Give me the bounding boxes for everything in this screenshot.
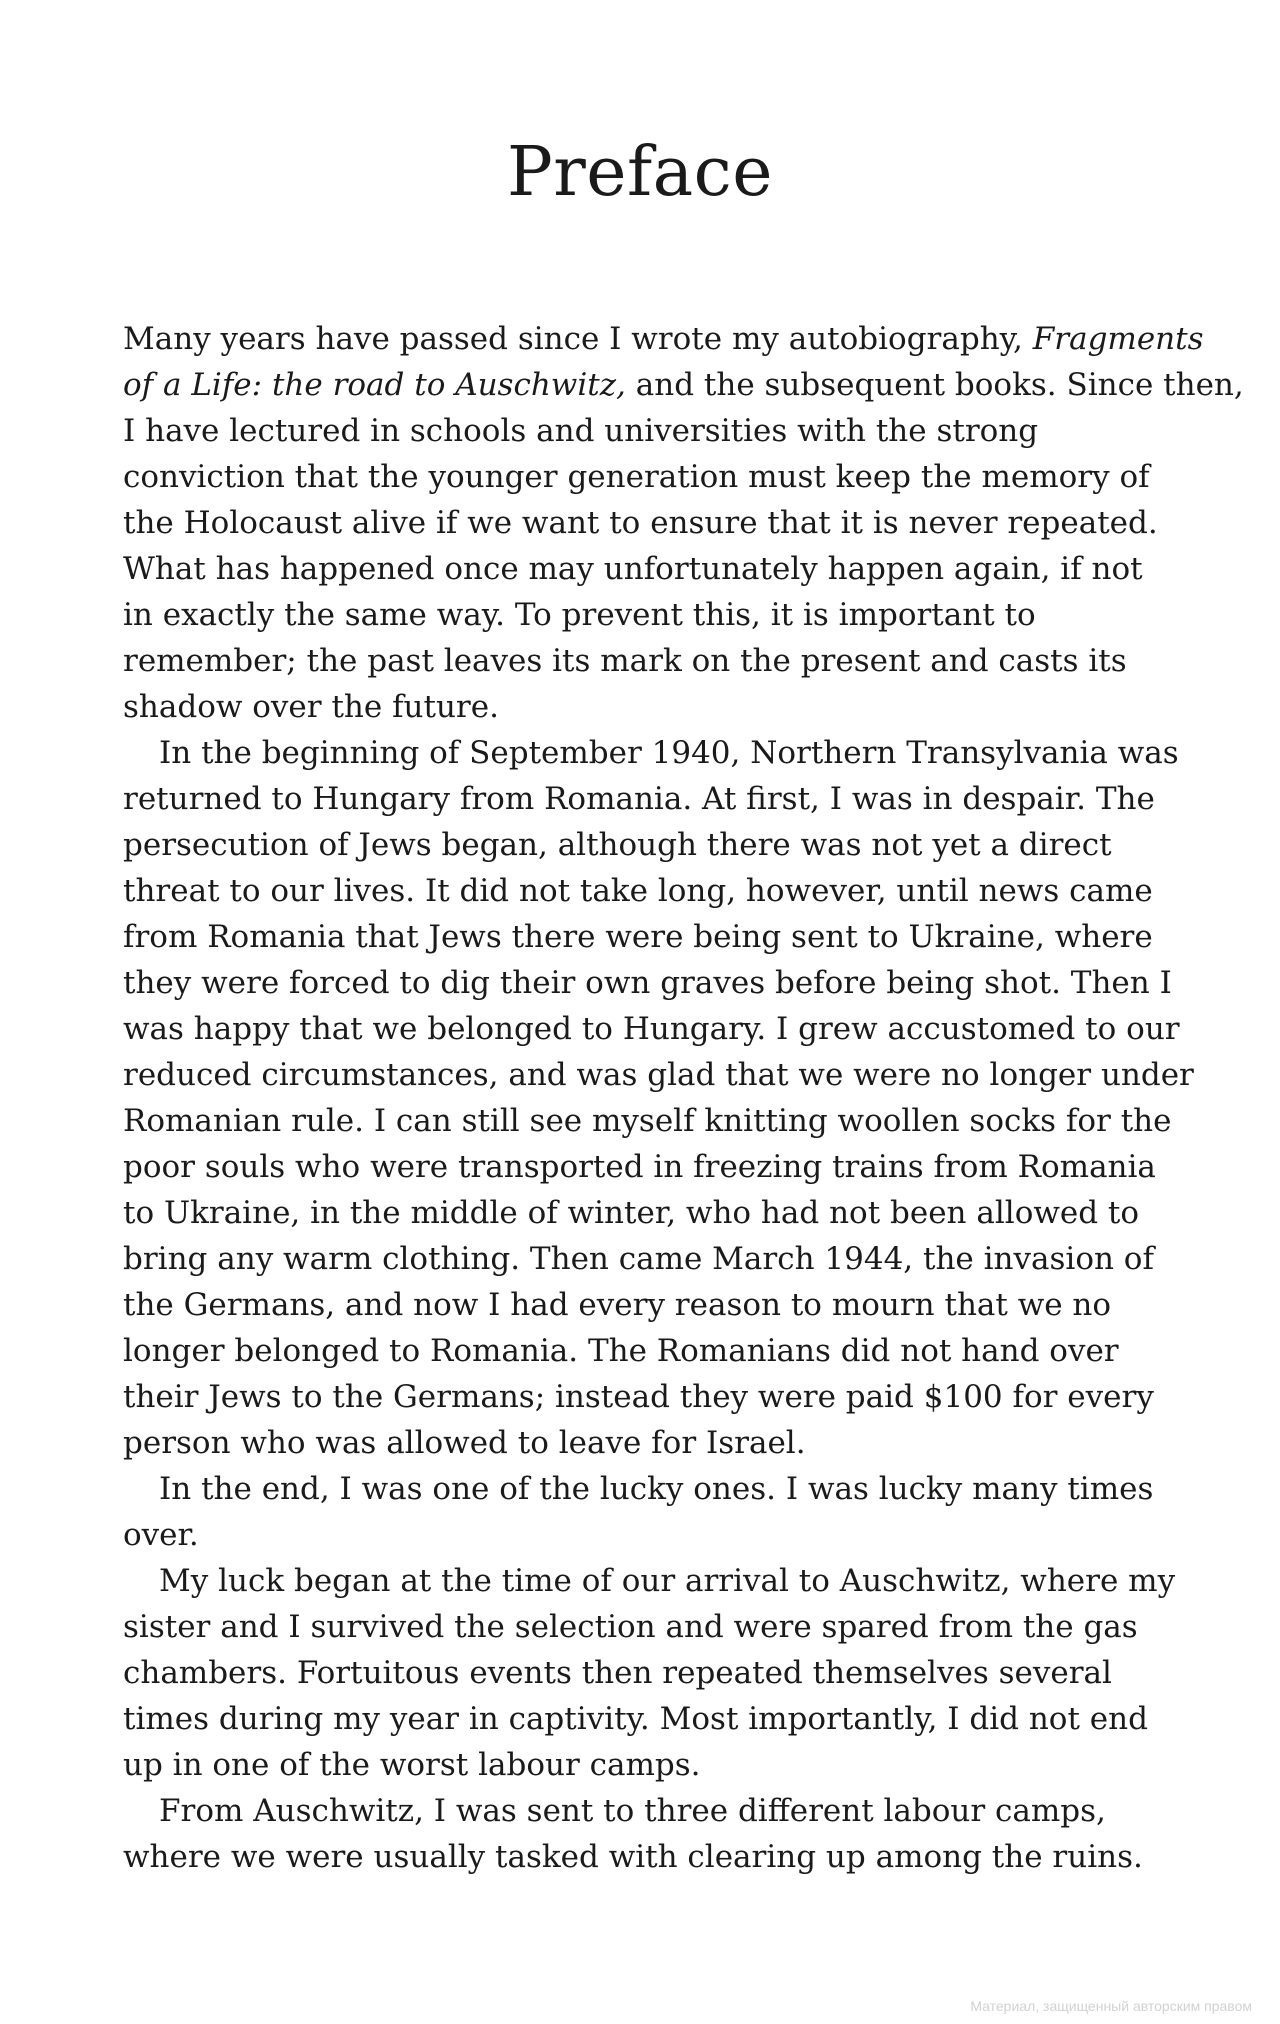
text-line: chambers. Fortuitous events then repeated themselves several — [123, 1655, 1112, 1691]
text-line: bring any warm clothing. Then came March 1944, the invasion of — [123, 1241, 1154, 1277]
text-line: Many years have passed since I wrote my autobiography, Fragments — [123, 321, 1204, 357]
text-line: returned to Hungary from Romania. At first, I was in despair. The — [123, 781, 1155, 817]
text-line: where we were usually tasked with clearing up among the ruins. — [123, 1839, 1143, 1875]
text-line: was happy that we belonged to Hungary. I grew accustomed to our — [123, 1011, 1180, 1047]
text-line: up in one of the worst labour camps. — [123, 1747, 701, 1783]
text-line: In the end, I was one of the lucky ones. I was lucky many times — [159, 1471, 1154, 1507]
text-line: poor souls who were transported in freezing trains from Romania — [123, 1149, 1156, 1185]
text-line: In the beginning of September 1940, Northern Transylvania was — [159, 735, 1179, 771]
text-line: persecution of Jews began, although there was not yet a direct — [123, 827, 1112, 863]
copyright-watermark: Материал, защищенный авторским правом — [970, 1998, 1252, 2014]
paragraph-3 — [123, 1466, 1163, 1558]
text-line: of a Life: the road to Auschwitz, and the subsequent books. Since then, — [123, 367, 1244, 403]
text-line: My luck began at the time of our arrival to Auschwitz, where my — [159, 1563, 1176, 1599]
paragraph-4 — [123, 1558, 1176, 1788]
paragraph-5 — [123, 1788, 1163, 1880]
text-line: shadow over the future. — [123, 689, 499, 725]
text-line: longer belonged to Romania. The Romanians did not hand over — [123, 1333, 1119, 1369]
text-line: threat to our lives. It did not take long, however, until news came — [123, 873, 1153, 909]
text-line: the Germans, and now I had every reason to mourn that we no — [123, 1287, 1112, 1323]
text-line: sister and I survived the selection and were spared from the gas — [123, 1609, 1138, 1645]
text-line: their Jews to the Germans; instead they were paid $100 for every — [123, 1379, 1154, 1415]
book-title-italic: of a Life: the road to Auschwitz, — [123, 367, 626, 403]
paragraph-2 — [123, 730, 1194, 1466]
text-line: What has happened once may unfortunately happen again, if not — [123, 551, 1143, 587]
book-title-italic: Fragments — [1032, 321, 1204, 357]
text-line: they were forced to dig their own graves before being shot. Then I — [123, 965, 1172, 1001]
text-line: conviction that the younger generation must keep the memory of — [123, 459, 1150, 495]
text-line: From Auschwitz, I was sent to three different labour camps, — [159, 1793, 1106, 1829]
chapter-title: Preface — [506, 133, 774, 212]
text-line: in exactly the same way. To prevent this, it is important to — [123, 597, 1036, 633]
text-line: the Holocaust alive if we want to ensure that it is never repeated. — [123, 505, 1158, 541]
text-line: from Romania that Jews there were being sent to Ukraine, where — [123, 919, 1153, 955]
text-line: times during my year in captivity. Most importantly, I did not end — [123, 1701, 1148, 1737]
text-line: reduced circumstances, and was glad that we were no longer under — [123, 1057, 1194, 1093]
text-line: over. — [123, 1517, 199, 1553]
text-line: person who was allowed to leave for Israel. — [123, 1425, 806, 1461]
text-line: Romanian rule. I can still see myself knitting woollen socks for the — [123, 1103, 1172, 1139]
text-line: I have lectured in schools and universities with the strong — [123, 413, 1039, 449]
body-text — [123, 316, 1244, 1880]
text-line: to Ukraine, in the middle of winter, who had not been allowed to — [123, 1195, 1140, 1231]
text-line: remember; the past leaves its mark on the present and casts its — [123, 643, 1127, 679]
paragraph-1 — [123, 316, 1244, 730]
